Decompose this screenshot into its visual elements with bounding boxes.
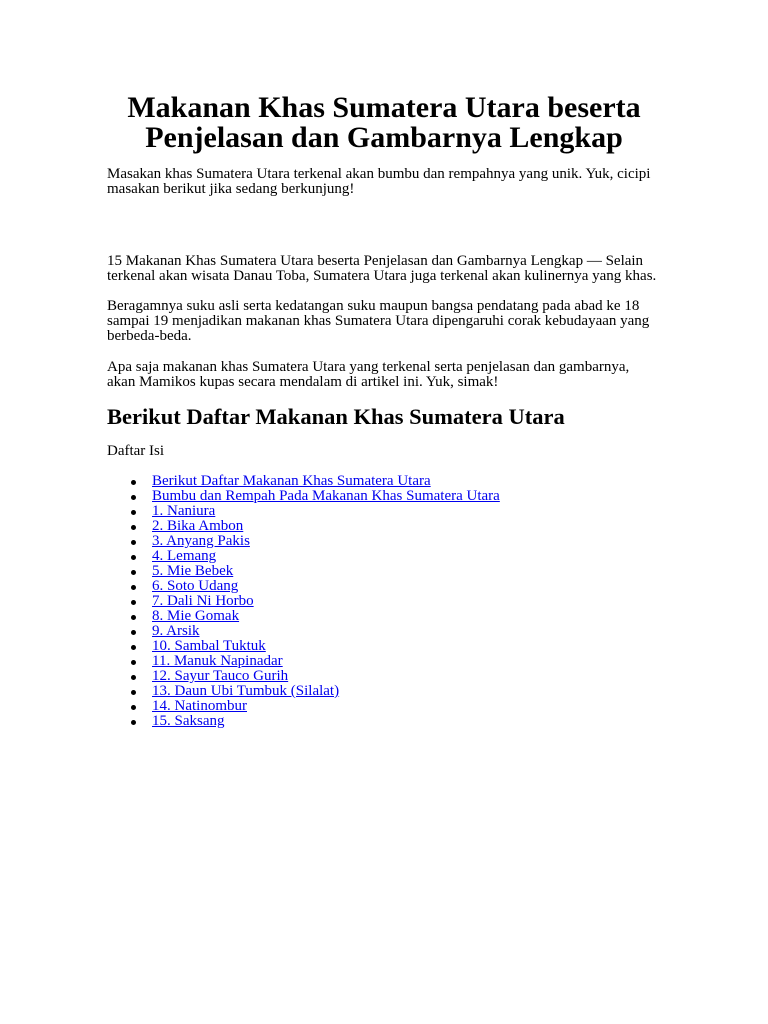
toc-link[interactable]: 15. Saksang <box>152 713 225 729</box>
toc-link[interactable]: 8. Mie Gomak <box>152 608 240 624</box>
toc-link[interactable]: Bumbu dan Rempah Pada Makanan Khas Sumatera Utara <box>152 488 500 504</box>
bullet-icon <box>131 600 136 605</box>
toc-item <box>107 489 500 504</box>
toc-item <box>107 534 500 549</box>
bullet-icon <box>131 510 136 515</box>
bullet-icon <box>131 630 136 635</box>
toc-item <box>107 624 500 639</box>
toc-link[interactable]: 5. Mie Bebek <box>152 563 234 579</box>
paragraph-line: 15 Makanan Khas Sumatera Utara beserta Penjelasan dan Gambarnya Lengkap — Selain <box>107 253 644 269</box>
toc-item <box>107 564 500 579</box>
toc-link[interactable]: 12. Sayur Tauco Gurih <box>152 668 289 684</box>
paragraph-line: masakan berikut jika sedang berkunjung! <box>107 181 355 197</box>
toc-link[interactable]: Berikut Daftar Makanan Khas Sumatera Utara <box>152 473 431 489</box>
toc-link[interactable]: 7. Dali Ni Horbo <box>152 593 254 609</box>
article-paragraph <box>107 360 629 390</box>
bullet-icon <box>131 615 136 620</box>
bullet-icon <box>131 720 136 725</box>
toc-item <box>107 504 500 519</box>
document-title <box>0 93 768 153</box>
paragraph-line: Beragamnya suku asli serta kedatangan suku maupun bangsa pendatang pada abad ke 18 <box>107 298 640 314</box>
article-paragraph <box>107 299 649 344</box>
toc-link[interactable]: 6. Soto Udang <box>152 578 239 594</box>
bullet-icon <box>131 645 136 650</box>
toc-item <box>107 669 500 684</box>
title-line: Makanan Khas Sumatera Utara beserta <box>127 91 641 124</box>
paragraph-line: berbeda-beda. <box>107 328 192 344</box>
toc-label: Daftar Isi <box>107 443 165 459</box>
toc-item <box>107 639 500 654</box>
bullet-icon <box>131 585 136 590</box>
toc-link[interactable]: 3. Anyang Pakis <box>152 533 250 549</box>
toc-item <box>107 699 500 714</box>
bullet-icon <box>131 705 136 710</box>
toc-link[interactable]: 14. Natinombur <box>152 698 247 714</box>
paragraph-line: Masakan khas Sumatera Utara terkenal akan bumbu dan rempahnya yang unik. Yuk, cicipi <box>107 166 651 182</box>
paragraph-line: akan Mamikos kupas secara mendalam di artikel ini. Yuk, simak! <box>107 374 499 390</box>
bullet-icon <box>131 555 136 560</box>
toc-item <box>107 654 500 669</box>
table-of-contents <box>107 474 500 729</box>
toc-link[interactable]: 2. Bika Ambon <box>152 518 244 534</box>
toc-link[interactable]: 9. Arsik <box>152 623 200 639</box>
toc-item <box>107 549 500 564</box>
toc-item <box>107 519 500 534</box>
toc-link[interactable]: 10. Sambal Tuktuk <box>152 638 266 654</box>
toc-item <box>107 474 500 489</box>
toc-link[interactable]: 1. Naniura <box>152 503 216 519</box>
toc-link[interactable]: 13. Daun Ubi Tumbuk (Silalat) <box>152 683 340 699</box>
article-paragraph <box>107 254 656 284</box>
bullet-icon <box>131 675 136 680</box>
bullet-icon <box>131 495 136 500</box>
toc-item <box>107 579 500 594</box>
section-heading: Berikut Daftar Makanan Khas Sumatera Utara <box>107 404 565 429</box>
bullet-icon <box>131 480 136 485</box>
bullet-icon <box>131 690 136 695</box>
bullet-icon <box>131 660 136 665</box>
bullet-icon <box>131 540 136 545</box>
paragraph-line: terkenal akan wisata Danau Toba, Sumatera Utara juga terkenal akan kulinernya yang khas. <box>107 268 657 284</box>
bullet-icon <box>131 570 136 575</box>
intro-paragraph <box>107 167 650 197</box>
paragraph-line: Apa saja makanan khas Sumatera Utara yang terkenal serta penjelasan dan gambarnya, <box>107 359 630 375</box>
toc-item <box>107 684 500 699</box>
title-line: Penjelasan dan Gambarnya Lengkap <box>145 121 623 154</box>
paragraph-line: sampai 19 menjadikan makanan khas Sumatera Utara dipengaruhi corak kebudayaan yang <box>107 313 650 329</box>
toc-item <box>107 594 500 609</box>
toc-item <box>107 609 500 624</box>
bullet-icon <box>131 525 136 530</box>
toc-link[interactable]: 11. Manuk Napinadar <box>152 653 283 669</box>
toc-item <box>107 714 500 729</box>
toc-link[interactable]: 4. Lemang <box>152 548 217 564</box>
